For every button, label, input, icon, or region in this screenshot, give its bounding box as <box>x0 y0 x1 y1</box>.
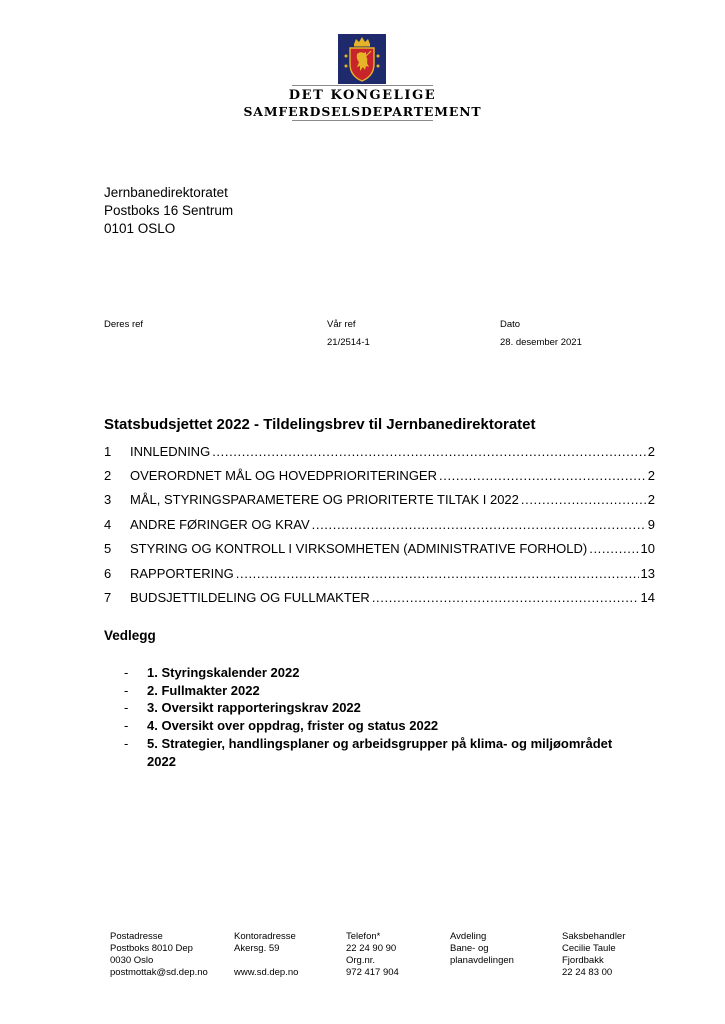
footer-col-avdeling <box>450 931 514 979</box>
toc-number: 7 <box>104 590 112 605</box>
toc-page: 9 <box>647 517 655 532</box>
attachment-bullet: - <box>124 700 129 715</box>
footer-line: Cecilie Taule <box>562 943 616 954</box>
footer-col-telefon <box>346 931 399 979</box>
var-ref-value: 21/2514-1 <box>327 337 370 348</box>
footer-line: planavdelingen <box>450 955 514 966</box>
toc-entry[interactable] <box>104 492 655 510</box>
toc-page: 10 <box>640 541 655 556</box>
footer-col-postadresse <box>110 931 208 979</box>
footer-line: 972 417 904 <box>346 967 399 978</box>
attachment-text: 2. Fullmakter 2022 <box>147 683 260 698</box>
toc-leader <box>312 517 646 532</box>
department-name-line2: SAMFERDSELSDEPARTEMENT <box>243 104 482 119</box>
deres-ref-label: Deres ref <box>104 319 144 330</box>
toc-page: 2 <box>647 492 655 507</box>
footer-line: 0030 Oslo <box>110 955 154 966</box>
toc-page: 14 <box>640 590 655 605</box>
footer-line: Telefon* <box>346 931 381 942</box>
toc-text: RAPPORTERING <box>130 566 234 581</box>
footer-line: Saksbehandler <box>562 931 626 942</box>
toc-number: 4 <box>104 517 112 532</box>
toc-number: 6 <box>104 566 112 581</box>
recipient-line: Jernbanedirektoratet <box>104 185 228 200</box>
toc-text: OVERORDNET MÅL OG HOVEDPRIORITERINGER <box>130 468 437 483</box>
footer-line: Kontoradresse <box>234 931 296 942</box>
footer-line: Bane- og <box>450 943 489 954</box>
footer-col-kontoradresse <box>234 931 298 979</box>
toc-entry[interactable] <box>104 566 655 584</box>
department-name-line1: DET KONGELIGE <box>288 88 437 103</box>
toc-text: MÅL, STYRINGSPARAMETERE OG PRIORITERTE TILTAK I 2022 <box>130 492 519 507</box>
toc-entry[interactable] <box>104 590 655 608</box>
toc-page: 13 <box>640 566 655 581</box>
footer-line <box>450 967 514 979</box>
recipient-address <box>104 184 233 238</box>
toc-number: 5 <box>104 541 112 556</box>
toc-number: 1 <box>104 444 112 459</box>
attachment-bullet: - <box>124 736 129 751</box>
footer-line <box>234 955 298 967</box>
toc-leader <box>521 492 646 507</box>
toc-leader <box>439 468 646 483</box>
toc-text: ANDRE FØRINGER OG KRAV <box>130 517 310 532</box>
attachment-bullet: - <box>124 683 129 698</box>
header-rule-bottom <box>292 120 433 121</box>
toc-entry[interactable] <box>104 468 655 486</box>
toc-text: BUDSJETTILDELING OG FULLMAKTER <box>130 590 370 605</box>
var-ref-label: Vår ref <box>327 319 356 330</box>
date-label: Dato <box>500 319 521 330</box>
recipient-line: Postboks 16 Sentrum <box>104 203 234 218</box>
date-value: 28. desember 2021 <box>500 337 582 348</box>
toc-text: STYRING OG KONTROLL I VIRKSOMHETEN (ADMINISTRATIVE FORHOLD) <box>130 541 588 556</box>
footer-line: Avdeling <box>450 931 487 942</box>
attachment-text: 1. Styringskalender 2022 <box>147 665 300 680</box>
toc-text: INNLEDNING <box>130 444 211 459</box>
attachment-text: 5. Strategier, handlingsplaner og arbeidsgrupper på klima- og miljøområdet 2022 <box>147 736 613 769</box>
footer-line: Fjordbakk <box>562 955 604 966</box>
attachment-text: 4. Oversikt over oppdrag, frister og status 2022 <box>147 718 439 733</box>
toc-entry[interactable] <box>104 444 655 462</box>
toc-page: 2 <box>647 468 655 483</box>
footer-line: Postboks 8010 Dep <box>110 943 193 954</box>
recipient-line: 0101 OSLO <box>104 221 176 236</box>
footer-line: Org.nr. <box>346 955 376 966</box>
footer-website-link[interactable]: www.sd.dep.no <box>234 967 299 978</box>
attachments-heading: Vedlegg <box>104 628 156 643</box>
header-rule-top <box>292 85 433 86</box>
attachment-bullet: - <box>124 665 129 680</box>
footer-line: 22 24 90 90 <box>346 943 397 954</box>
footer-line: 22 24 83 00 <box>562 967 613 978</box>
attachment-bullet: - <box>124 718 129 733</box>
document-title: Statsbudsjettet 2022 - Tildelingsbrev til Jernbanedirektoratet <box>104 416 536 433</box>
toc-entry[interactable] <box>104 541 655 559</box>
attachment-text: 3. Oversikt rapporteringskrav 2022 <box>147 700 361 715</box>
toc-leader <box>372 590 639 605</box>
toc-leader <box>212 444 646 459</box>
toc-entry[interactable] <box>104 517 655 535</box>
toc-leader <box>236 566 639 581</box>
toc-leader <box>589 541 638 556</box>
toc-number: 2 <box>104 468 112 483</box>
toc-page: 2 <box>647 444 655 459</box>
footer-email-link[interactable]: postmottak@sd.dep.no <box>110 967 208 978</box>
royal-coat-of-arms-icon <box>338 34 386 84</box>
footer-col-saksbehandler <box>562 931 625 979</box>
footer-line: Postadresse <box>110 931 163 942</box>
footer-line: Akersg. 59 <box>234 943 280 954</box>
toc-number: 3 <box>104 492 112 507</box>
